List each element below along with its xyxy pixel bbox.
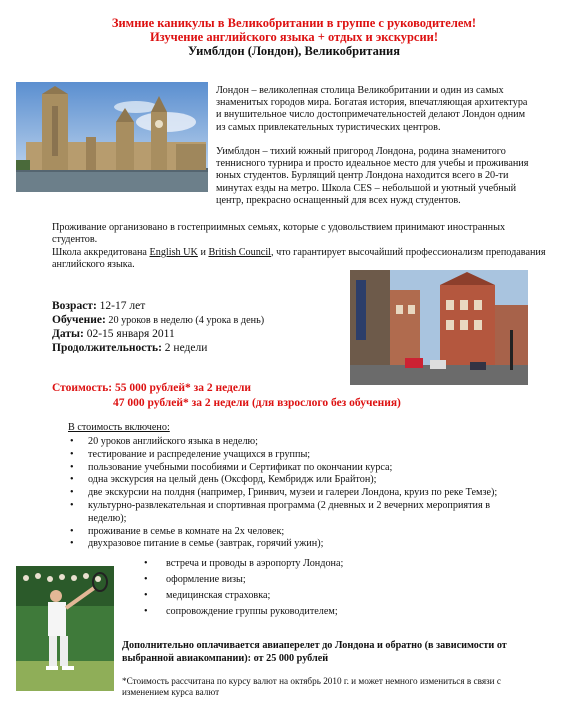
accreditation-text: Школа аккредитована <box>52 247 150 258</box>
list-item <box>140 604 500 620</box>
westminster-photo <box>16 82 208 192</box>
extra-payment-note: Дополнительно оплачивается авиаперелет до Лондона и обратно (в зависимости от выбранной авиакомпании): от 25 000 рублей <box>122 640 507 664</box>
study-line <box>52 314 264 328</box>
list-item <box>68 526 528 539</box>
intro-paragraph-1: Лондон – великолепная столица Великобритании и один из самых знаменитых городов мира. Богатая история, впечатляющая архитектура и внушительное число достопримечательностей делают Лондон одним из самых привлекательных туристических центров. <box>216 85 528 133</box>
intro-paragraph-3: Проживание организовано в гостеприимных семьях, которые с удовольствием принимают иностранных студентов. <box>52 222 506 246</box>
bullet-icon: • <box>70 436 74 447</box>
intro-paragraph-2: Уимблдон – тихий южный пригород Лондона, родина знаменитого теннисного турнира и просто идеальное место для учебы и проживания юных студентов. Бурлящий центр Лондона находится всего в 20-ти минутах езды на метро. Школа CES – небольшой и уютный учебный центр, прекрасно оснащенный для всех нужд студентов. <box>216 146 529 206</box>
list-item-text: тестирование и распределение учащихся в группы; <box>88 448 311 460</box>
list-item <box>68 538 528 551</box>
age-value: 12-17 лет <box>96 300 146 312</box>
duration-value: 2 недели <box>161 342 208 354</box>
list-item-text: проживание в семье в комнате на 2х человек; <box>88 525 285 537</box>
bullet-icon: • <box>144 590 148 601</box>
list-item-text: двухразовое питание в семье (завтрак, горячий ужин); <box>88 538 324 550</box>
bullet-icon: • <box>70 487 74 499</box>
title-line-3: Уимблдон (Лондон), Великобритания <box>187 44 401 58</box>
included-heading: В стоимость включено: <box>68 422 170 433</box>
footnote: *Стоимость рассчитана по курсу валют на октябрь 2010 г. и может немного измениться в связи с изменением курса валют <box>122 676 501 697</box>
accreditation-and: и <box>197 247 209 258</box>
list-item <box>140 588 500 604</box>
list-item-text: 20 уроков английского языка в неделю; <box>88 436 258 447</box>
tennis-player-photo <box>16 566 114 691</box>
list-item <box>68 500 528 526</box>
age-label: Возраст: <box>52 300 97 312</box>
duration-label: Продолжительность: <box>52 342 162 354</box>
accreditation-rest: , что гарантирует высочайший профессионализм преподавания английского языка. <box>52 247 546 271</box>
british-council-link[interactable]: British Council <box>208 247 271 258</box>
bullet-icon: • <box>70 461 74 473</box>
list-item <box>140 556 500 572</box>
wimbledon-street-photo <box>350 270 528 385</box>
english-uk-link[interactable]: English UK <box>149 247 198 258</box>
title-line-2: Изучение английского языка + отдых и экскурсии! <box>149 30 439 44</box>
dates-value: 02-15 января 2011 <box>83 328 175 340</box>
price-line-2: 47 000 рублей* за 2 недели (для взрослого без обучения) <box>113 397 401 409</box>
dates-label: Даты: <box>52 328 84 340</box>
title-line-1: Зимние каникулы в Великобритании в группе с руководителем! <box>111 16 477 30</box>
bullet-icon: • <box>144 574 148 585</box>
list-item <box>68 462 528 475</box>
list-item-text: встреча и проводы в аэропорту Лондона; <box>166 558 344 569</box>
dates-line <box>52 328 175 342</box>
included-list <box>68 436 528 551</box>
list-item <box>68 474 528 487</box>
study-value: 20 уроков в неделю (4 урока в день) <box>105 315 265 326</box>
study-label: Обучение: <box>52 314 106 326</box>
list-item-text: две экскурсии на полдня (например, Гринвич, музеи и галереи Лондона, круиз по реке Темзе); <box>88 487 498 499</box>
intro-paragraph-4 <box>52 247 550 271</box>
list-item-text: пользование учебными пособиями и Сертификат по окончании курса; <box>88 461 393 473</box>
list-item-text: культурно-развлекательная и спортивная программа (2 дневных и 2 вечерних мероприятия в неделю); <box>88 499 491 524</box>
list-item-text: одна экскурсия на целый день (Оксфорд, Кембридж или Брайтон); <box>88 474 377 486</box>
list-item <box>68 436 528 449</box>
list-item-text: оформление визы; <box>166 574 246 585</box>
list-item <box>140 572 500 588</box>
list-item-text: сопровождение группы руководителем; <box>166 606 338 617</box>
bullet-icon: • <box>70 448 74 460</box>
bullet-icon: • <box>70 538 74 550</box>
duration-line <box>52 342 207 356</box>
list-item <box>68 449 528 462</box>
included-sub-list <box>140 556 500 620</box>
age-line <box>52 300 145 314</box>
list-item <box>68 487 528 500</box>
bullet-icon: • <box>144 606 148 617</box>
price-line-1: Стоимость: 55 000 рублей* за 2 недели <box>52 382 252 394</box>
bullet-icon: • <box>70 525 74 537</box>
bullet-icon: • <box>70 499 74 511</box>
list-item-text: медицинская страховка; <box>166 590 271 601</box>
bullet-icon: • <box>144 558 148 569</box>
bullet-icon: • <box>70 474 74 486</box>
